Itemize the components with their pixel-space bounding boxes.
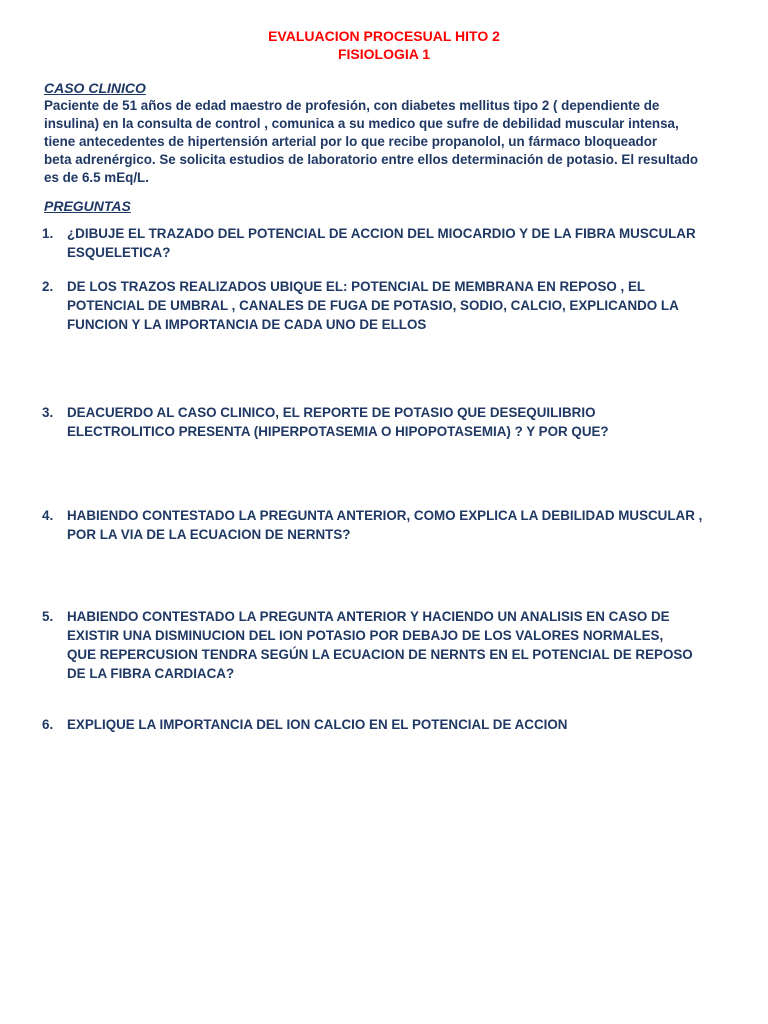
question-line: QUE REPERCUSION TENDRA SEGÚN LA ECUACION DE NERNTS EN EL POTENCIAL DE REPOSO <box>67 647 693 662</box>
document-title: EVALUACION PROCESUAL HITO 2 <box>268 28 500 44</box>
question-line: EXISTIR UNA DISMINUCION DEL ION POTASIO POR DEBAJO DE LOS VALORES NORMALES, <box>67 628 664 643</box>
case-description <box>44 97 744 187</box>
question-number: 2. <box>42 279 54 294</box>
question-line: EXPLIQUE LA IMPORTANCIA DEL ION CALCIO EN EL POTENCIAL DE ACCION <box>67 717 568 732</box>
question-6 <box>42 715 742 734</box>
case-heading: CASO CLINICO <box>44 80 146 96</box>
question-line: DE LA FIBRA CARDIACA? <box>67 666 235 681</box>
document-subtitle: FISIOLOGIA 1 <box>337 46 431 62</box>
case-line: Paciente de 51 años de edad maestro de profesión, con diabetes mellitus tipo 2 ( dependiente de <box>44 98 660 113</box>
question-4 <box>42 506 742 544</box>
question-3 <box>42 403 742 441</box>
question-line: HABIENDO CONTESTADO LA PREGUNTA ANTERIOR Y HACIENDO UN ANALISIS EN CASO DE <box>67 609 670 624</box>
question-line: ¿DIBUJE EL TRAZADO DEL POTENCIAL DE ACCION DEL MIOCARDIO Y DE LA FIBRA MUSCULAR <box>67 226 696 241</box>
case-line: es de 6.5 mEq/L. <box>44 170 149 185</box>
case-line: beta adrenérgico. Se solicita estudios de laboratorio entre ellos determinación de potasio. El resultado <box>44 152 699 167</box>
question-line: POTENCIAL DE UMBRAL , CANALES DE FUGA DE POTASIO, SODIO, CALCIO, EXPLICANDO LA <box>67 298 679 313</box>
question-text <box>67 224 742 262</box>
question-line: DEACUERDO AL CASO CLINICO, EL REPORTE DE POTASIO QUE DESEQUILIBRIO <box>67 405 596 420</box>
question-number: 5. <box>42 609 54 624</box>
question-text <box>67 403 742 441</box>
case-line: tiene antecedentes de hipertensión arterial por lo que recibe propanolol, un fármaco bloqueador <box>44 134 658 149</box>
case-line: insulina) en la consulta de control , comunica a su medico que sufre de debilidad muscular intensa, <box>44 116 679 131</box>
question-number: 1. <box>42 226 54 241</box>
question-line: HABIENDO CONTESTADO LA PREGUNTA ANTERIOR, COMO EXPLICA LA DEBILIDAD MUSCULAR , <box>67 508 703 523</box>
question-text <box>67 506 742 544</box>
question-line: FUNCION Y LA IMPORTANCIA DE CADA UNO DE ELLOS <box>67 317 427 332</box>
question-line: DE LOS TRAZOS REALIZADOS UBIQUE EL: POTENCIAL DE MEMBRANA EN REPOSO , EL <box>67 279 646 294</box>
question-text <box>67 607 742 683</box>
question-line: POR LA VIA DE LA ECUACION DE NERNTS? <box>67 527 351 542</box>
question-1 <box>42 224 742 262</box>
questions-heading: PREGUNTAS <box>44 198 131 214</box>
question-5 <box>42 607 742 683</box>
question-text <box>67 277 742 334</box>
question-number: 6. <box>42 717 54 732</box>
question-number: 4. <box>42 508 54 523</box>
question-text <box>67 715 742 734</box>
question-line: ELECTROLITICO PRESENTA (HIPERPOTASEMIA O HIPOPOTASEMIA) ? Y POR QUE? <box>67 424 609 439</box>
question-2 <box>42 277 742 334</box>
question-number: 3. <box>42 405 54 420</box>
question-line: ESQUELETICA? <box>67 245 171 260</box>
